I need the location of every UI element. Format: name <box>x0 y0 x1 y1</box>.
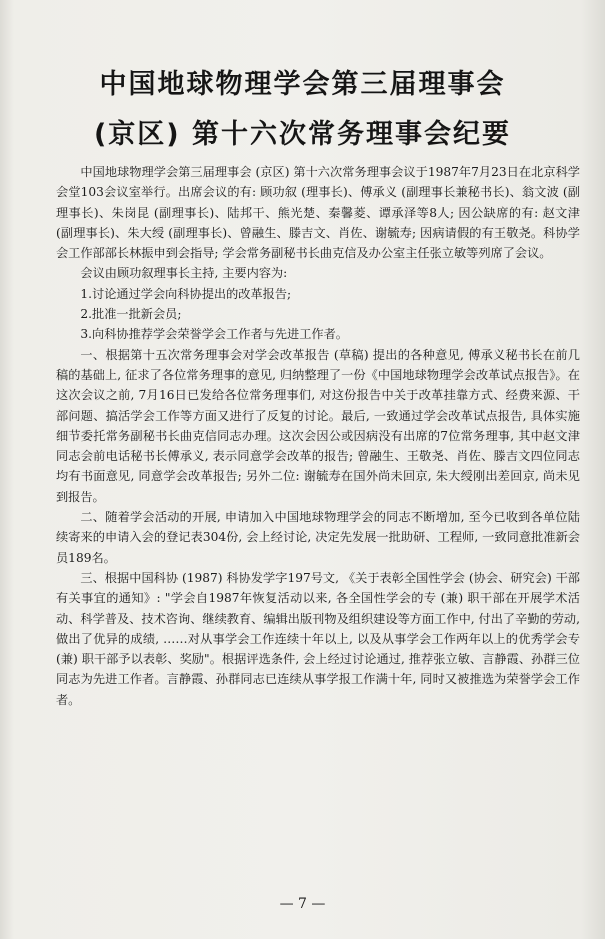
document-body <box>56 162 580 710</box>
document-title-line-1: 中国地球物理学会第三届理事会 <box>99 69 506 100</box>
paragraph-attendance: 中国地球物理学会第三届理事会 (京区) 第十六次常务理事会议于1987年7月23日在北京科学会堂103会议室举行。出席会议的有: 顾功叙 (理事长)、傅承义 (副理事长兼秘书长)、翁文波 (副理事长)、朱岗昆 (副理事长)、陆邦干、熊光楚、秦馨菱、谭承泽等8人; 因公缺席的有: 赵文津 (副理事长)、朱大绶 (副理事长)、曾融生、滕吉文、肖佐、谢毓寿; 因病请假的有王敬尧。科协学会工作部部长林振申到会指导; 学会常务副秘书长曲克信及办公室主任张立敏等列席了会议。 <box>56 165 580 261</box>
paragraph-agenda-intro: 会议由顾功叙理事长主持, 主要内容为: <box>80 266 288 281</box>
paragraph-new-members: 二、随着学会活动的开展, 申请加入中国地球物理学会的同志不断增加, 至今已收到各单位陆续寄来的申请入会的登记表304份, 会上经讨论, 决定先发展一批助研、工程师, 一致同意批准新会员189名。 <box>56 510 580 565</box>
agenda-item-2: 2.批准一批新会员; <box>80 307 182 322</box>
page-number: — 7 — <box>279 896 326 912</box>
paragraph-reform-report: 一、根据第十五次常务理事会对学会改革报告 (草稿) 提出的各种意见, 傅承义秘书长在前几稿的基础上, 征求了各位常务理事的意见, 归纳整理了一份《中国地球物理学会改革试点报告》。在这次会议之前, 7月16日已发给各位常务理事们, 对这份报告中关于改革挂靠方式、经费来源、干部问题、搞活学会工作等方面又进行了反复的讨论。最后, 一致通过学会改革试点报告, 具体实施细节委托常务副秘书长曲克信同志办理。这次会因公或因病没有出席的7位常务理事, 其中赵文津同志会前电话秘书长傅承义, 表示同意学会改革的报告; 曾融生、王敬尧、肖佐、滕吉文四位同志均有书面意见, 同意学会改革报告; 另外二位: 谢毓寿在国外尚未回京, 朱大绶刚出差回京, 尚未见到报告。 <box>56 347 580 504</box>
paragraph-commendation: 三、根据中国科协 (1987) 科协发学字197号文, 《关于表彰全国性学会 (协会、研究会) 干部有关事宜的通知》: "学会自1987年恢复活动以来, 各全国性学会的专 (兼) 职干部在开展学术活动、科学普及、技术咨询、继续教育、编辑出版刊物及组织建设等方面工作中, 付出了辛勤的劳动, 做出了优异的成绩, ……对从事学会工作连续十年以上, 以及从事学会工作两年以上的优秀学会专 (兼) 职干部予以表彰、奖励"。根据评选条件, 会上经过讨论通过, 推荐张立敏、言静霞、孙群三位同志为先进工作者。言静霞、孙群同志已连续从事学报工作满十年, 同时又被推选为荣誉学会工作者。 <box>56 570 580 707</box>
agenda-item-1: 1.讨论通过学会向科协提出的改革报告; <box>80 286 292 301</box>
document-title-line-2: (京区) 第十六次常务理事会纪要 <box>93 119 512 150</box>
agenda-item-3: 3.向科协推荐学会荣誉学会工作者与先进工作者。 <box>80 327 348 342</box>
